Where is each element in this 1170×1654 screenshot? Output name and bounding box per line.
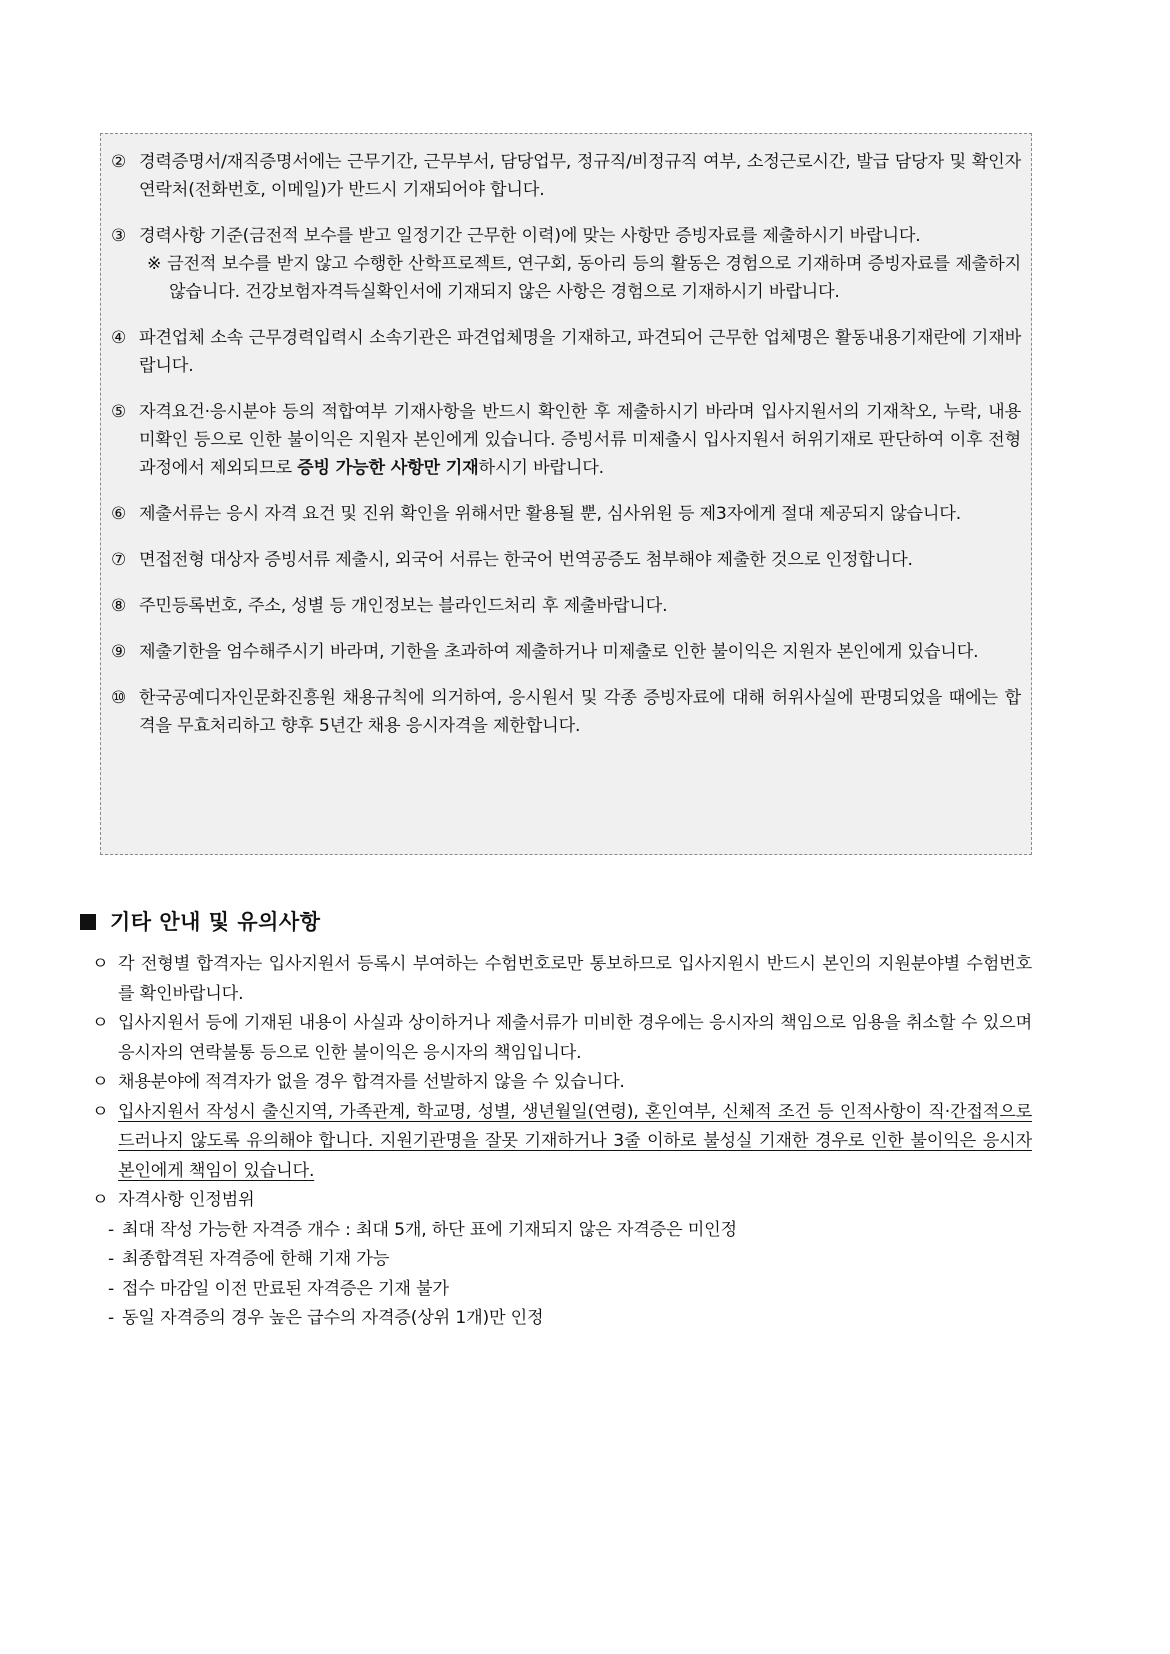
- list-item-text: 채용분야에 적격자가 없을 경우 합격자를 선발하지 않을 수 있습니다.: [118, 1072, 625, 1092]
- notice-item-5: [111, 398, 1021, 482]
- dash-bullet-icon: -: [108, 1278, 115, 1299]
- sub-item-text: 최종합격된 자격증에 한해 기재 가능: [122, 1249, 390, 1269]
- item-number: ⑩: [111, 688, 127, 708]
- item-note: ※ 금전적 보수를 받지 않고 수행한 산학프로젝트, 연구회, 동아리 등의 활동은 경험으로 기재하며 증빙자료를 제출하지 않습니다. 건강보험자격득실확인서에 기재되지 않은 사항은 경험으로 기재하시기 바랍니다.: [147, 254, 1021, 302]
- dash-bullet-icon: -: [108, 1308, 115, 1328]
- list-item: [92, 1068, 1032, 1098]
- notice-item-3: [111, 222, 1021, 306]
- section-title-text: 기타 안내 및 유의사항: [110, 910, 321, 934]
- list-item-text: 자격사항 인정범위: [118, 1190, 255, 1210]
- circle-bullet-icon: ㅇ: [92, 1190, 109, 1210]
- item-text: 제출서류는 응시 자격 요건 및 진위 확인을 위해서만 활용될 뿐, 심사위원 등 제3자에게 절대 제공되지 않습니다.: [139, 504, 961, 524]
- etc-notice-list: [92, 950, 1032, 1334]
- item-text-emphasis: 증빙 가능한 사항만 기재: [297, 458, 479, 478]
- black-square-icon: [80, 914, 96, 930]
- item-number: ⑤: [111, 402, 127, 422]
- dash-bullet-icon: -: [108, 1249, 115, 1269]
- notice-item-6: [111, 500, 1021, 528]
- sub-list-item: [92, 1275, 1032, 1305]
- dash-bullet-icon: -: [108, 1219, 115, 1240]
- circle-bullet-icon: ㅇ: [92, 954, 109, 974]
- item-number: ④: [111, 328, 127, 348]
- list-item-underlined: [92, 1098, 1032, 1187]
- sub-item-text: 최대 작성 가능한 자격증 개수 : 최대 5개, 하단 표에 기재되지 않은 자격증은 미인정: [122, 1219, 737, 1240]
- list-item-text: 입사지원서 등에 기재된 내용이 사실과 상이하거나 제출서류가 미비한 경우에는 응시자의 책임으로 임용을 취소할 수 있으며 응시자의 연락불통 등으로 인한 불이익은 응시자의 책임입니다.: [118, 1013, 1032, 1063]
- list-item-text: 각 전형별 합격자는 입사지원서 등록시 부여하는 수험번호로만 통보하므로 입사지원시 반드시 본인의 지원분야별 수험번호를 확인바랍니다.: [118, 954, 1032, 1004]
- sub-item-text: 동일 자격증의 경우 높은 급수의 자격증(상위 1개)만 인정: [122, 1308, 544, 1328]
- item-text: 경력사항 기준(금전적 보수를 받고 일정기간 근무한 이력)에 맞는 사항만 증빙자료를 제출하시기 바랍니다.: [139, 226, 921, 246]
- sub-list-item: [92, 1304, 1032, 1334]
- sub-list-item: [92, 1216, 1032, 1246]
- item-text: 경력증명서/재직증명서에는 근무기간, 근무부서, 담당업무, 정규직/비정규직 여부, 소정근로시간, 발급 담당자 및 확인자 연락처(전화번호, 이메일)가 반드시 기재되어야 합니다.: [139, 152, 1021, 200]
- list-item: [92, 950, 1032, 1009]
- item-number: ⑧: [111, 596, 127, 616]
- circle-bullet-icon: ㅇ: [92, 1013, 109, 1033]
- item-number: ⑦: [111, 550, 127, 570]
- notice-box: [100, 133, 1032, 855]
- notice-item-10: [111, 684, 1021, 740]
- item-number: ⑥: [111, 504, 127, 524]
- sub-item-text: 접수 마감일 이전 만료된 자격증은 기재 불가: [122, 1278, 449, 1299]
- circle-bullet-icon: ㅇ: [92, 1072, 109, 1092]
- notice-item-2: [111, 148, 1021, 204]
- notice-item-9: [111, 638, 1021, 666]
- item-text: 주민등록번호, 주소, 성별 등 개인정보는 블라인드처리 후 제출바랍니다.: [139, 596, 668, 616]
- section-heading: [80, 906, 321, 936]
- list-item: [92, 1186, 1032, 1216]
- circle-bullet-icon: ㅇ: [92, 1101, 109, 1122]
- list-item-text: 입사지원서 작성시 출신지역, 가족관계, 학교명, 성별, 생년월일(연령), 혼인여부, 신체적 조건 등 인적사항이 직·간접적으로 드러나지 않도록 유의해야 합니다. 지원기관명을 잘못 기재하거나 3줄 이하로 불성실 기재한 경우로 인한 불이익은 응시자 본인에게 책임이 있습니다.: [118, 1101, 1032, 1181]
- item-text: 면접전형 대상자 증빙서류 제출시, 외국어 서류는 한국어 번역공증도 첨부해야 제출한 것으로 인정합니다.: [139, 550, 913, 570]
- item-text: 한국공예디자인문화진흥원 채용규칙에 의거하여, 응시원서 및 각종 증빙자료에 대해 허위사실에 판명되었을 때에는 합격을 무효처리하고 향후 5년간 채용 응시자격을 제한합니다.: [139, 688, 1021, 736]
- list-item: [92, 1009, 1032, 1068]
- item-text: 자격요건·응시분야 등의 적합여부 기재사항을 반드시 확인한 후 제출하시기 바라며 입사지원서의 기재착오, 누락, 내용 미확인 등으로 인한 불이익은 지원자 본인에게 있습니다. 증빙서류 미제출시 입사지원서 허위기재로 판단하여 이후 전형과정에서 제외되므로: [139, 402, 1021, 478]
- item-text-end: 하시기 바랍니다.: [478, 458, 604, 478]
- item-text: 파견업체 소속 근무경력입력시 소속기관은 파견업체명을 기재하고, 파견되어 근무한 업체명은 활동내용기재란에 기재바랍니다.: [139, 328, 1021, 376]
- item-number: ③: [111, 226, 127, 246]
- notice-item-4: [111, 324, 1021, 380]
- notice-item-7: [111, 546, 1021, 574]
- item-number: ⑨: [111, 642, 127, 662]
- item-text: 제출기한을 엄수해주시기 바라며, 기한을 초과하여 제출하거나 미제출로 인한 불이익은 지원자 본인에게 있습니다.: [139, 642, 979, 662]
- item-number: ②: [111, 152, 127, 172]
- notice-item-8: [111, 592, 1021, 620]
- sub-list-item: [92, 1245, 1032, 1275]
